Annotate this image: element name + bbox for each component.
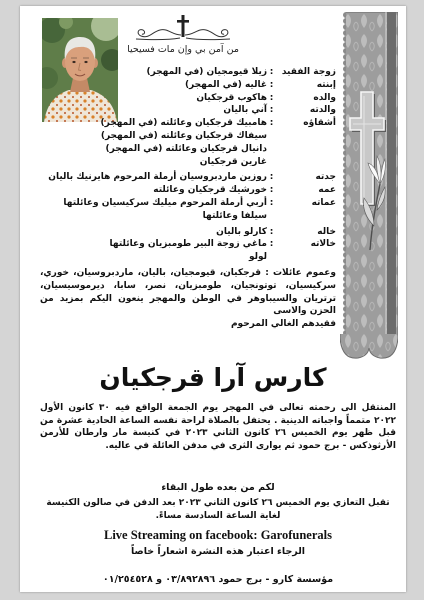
separator: :: [269, 185, 274, 196]
relative-name: سيفاك قرجكيان وعائلته (في المهجر): [100, 130, 267, 141]
relative-name: هامبيك قرجكيان وعائلته (في المهجر): [100, 118, 267, 129]
relation-label: إبنته: [316, 79, 336, 90]
relative-row-grandmother: [40, 171, 336, 184]
decorative-band: [340, 12, 398, 364]
flourish-left: [136, 30, 181, 40]
families-label: وعموم عائلات: [273, 267, 336, 278]
relative-row-daughter: [40, 79, 336, 92]
separator: :: [269, 118, 274, 129]
relative-names: [40, 79, 267, 92]
deceased-name: كارس آرا قرجكيان: [99, 363, 327, 392]
relative-name: غاليه (في المهجر): [184, 79, 267, 90]
separator: :: [269, 226, 274, 237]
families-paragraph: [40, 267, 336, 331]
relation-label: والده: [313, 92, 336, 103]
relative-names: [40, 104, 267, 117]
relative-names: [40, 66, 267, 79]
funeral-announcement: المنتقل الى رحمته تعالى في المهجر يوم الجمعة الواقع فيه ٣٠ كانون الأول ٢٠٢٢ متمماً واجباته الدينية . يحتفل بالصلاة لراحة نفسه الساعة الحادية عشرة من قبل ظهر يوم الخميس ٢٦ كانون الثاني ٢٠٢٣ في كنيسة مار وارطان للأرمن الأرثوذكس - برج حمود ثم يوارى الثرى في مدفن العائلة في عاليه.: [40, 403, 396, 451]
relative-row-paternal-aunts: [40, 197, 336, 223]
private-notice: الرجاء اعتبار هذه النشرة اشعاراً خاصاً: [130, 546, 306, 557]
farewell-line: لكم من بعده طول البقاء: [161, 482, 275, 493]
relative-names: [40, 238, 267, 264]
families-text: قرجكيان، قيومجيان، باليان، ماردبروسيان، خوري، سركيسيان، توتونجيان، طومبزيان، نصر، سابا، ديرموسيسيان، ترتريان والسيباوهر في الوطن والمهجر ينعون اليكم بمزيد من الحزن والاسى: [40, 267, 336, 317]
cross-ornament: [128, 14, 238, 44]
relative-name: أربي أرملة المرحوم ميليك سركيسيان وعائلتها: [63, 197, 267, 208]
relative-row-mother: [40, 104, 336, 117]
flourish-right: [185, 30, 230, 40]
relative-row-maternal-aunts: [40, 238, 336, 264]
separator: :: [269, 67, 274, 77]
condolences-info: تقبل التعازي يوم الخميس ٢٦ كانون الثاني ٢٠٢٣ بعد الدفن في صالون الكنيسة لغاية الساعة السادسة مساءً.: [46, 498, 390, 521]
relative-name: آني باليان: [223, 105, 267, 116]
relative-names: [40, 92, 267, 105]
relative-name: ماغي زوجة البير طومبزيان وعائلتها: [109, 239, 267, 250]
funeral-home-footer: مؤسسة كارو - برج حمود ٠٣/٨٩٢٨٩٦ و ٠١/٢٥٤٥٢٨: [102, 574, 334, 585]
relative-name: غارين قرجكيان: [199, 156, 267, 167]
relative-names: [40, 117, 267, 168]
relative-name: دانيال قرجكيان وعائلته (في المهجر): [105, 143, 267, 154]
relative-names: [40, 197, 267, 223]
band-lace-edge: [340, 12, 346, 334]
relation-label: خالاته: [310, 239, 336, 250]
relative-names: [40, 184, 267, 197]
relative-names: [40, 171, 267, 184]
separator: :: [269, 92, 274, 103]
separator: :: [269, 172, 274, 183]
separator: :: [269, 105, 274, 116]
relative-name: لولو: [248, 252, 267, 263]
cross-icon: [177, 15, 189, 37]
livestream-line: Live Streaming on facebook: Garofunerals: [103, 528, 332, 542]
relation-label: أشقاؤه: [303, 118, 336, 129]
relation-label: والدته: [309, 105, 336, 116]
relation-label: عماته: [311, 197, 336, 208]
scripture-motto: من آمن بي وإن مات فسيحيا: [127, 44, 239, 55]
relative-name: روزين ماردبروسيان أرملة المرحوم هايرنيك باليان: [48, 172, 267, 183]
families-closing: فقيدهم الغالي المرحوم: [230, 319, 336, 330]
relative-name: خورشيك قرجكيان وعائلته: [153, 185, 267, 196]
separator: :: [265, 267, 269, 278]
separator: :: [269, 239, 274, 250]
relative-names: [40, 226, 267, 239]
relative-row-brothers: [40, 117, 336, 168]
relative-row-father: [40, 92, 336, 105]
separator: :: [269, 79, 274, 90]
relative-name: كارلو باليان: [216, 226, 267, 237]
relation-label: خاله: [317, 226, 336, 237]
relation-label: جدته: [315, 172, 336, 183]
relative-row-paternal-uncle: [40, 184, 336, 197]
relative-name: زيلا قيومجيان (في المهجر): [146, 67, 267, 77]
relative-name: هاكوب قرجكيان: [196, 92, 267, 103]
relatives-list: [40, 66, 336, 331]
relative-name: سيلفا وعائلتها: [202, 210, 267, 221]
relative-row-wife: [40, 66, 336, 79]
relation-label: عمه: [318, 185, 336, 196]
band-stripe: [387, 12, 396, 334]
relative-row-maternal-uncle: [40, 226, 336, 239]
relation-label: زوجة الفقيد: [281, 67, 336, 77]
separator: :: [269, 197, 274, 208]
